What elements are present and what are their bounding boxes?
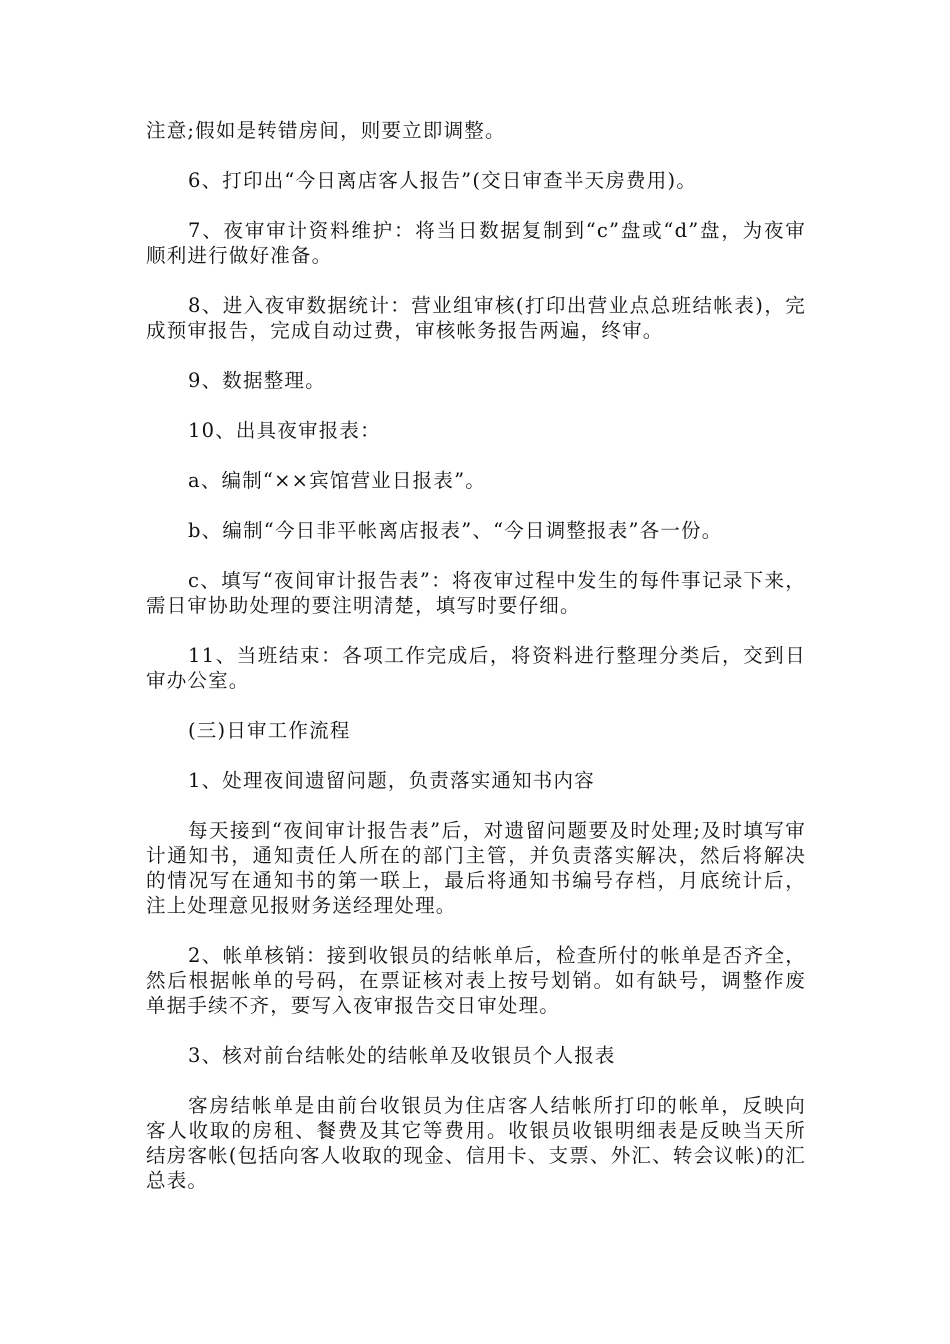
paragraph-14: 2、帐单核销：接到收银员的结帐单后，检查所付的帐单是否齐全，然后根据帐单的号码，在票证核对表上按号划销。如有缺号，调整作废单据手续不齐，要写入夜审报告交日审处理。 xyxy=(146,944,806,1017)
paragraph-3: 7、夜审审计资料维护：将当日数据复制到“c”盘或“d”盘，为夜审顺利进行做好准备。 xyxy=(146,219,806,267)
paragraph-1: 注意;假如是转错房间，则要立即调整。 xyxy=(146,119,506,142)
section-heading: (三)日审工作流程 xyxy=(188,719,351,742)
paragraph-5: 9、数据整理。 xyxy=(188,369,326,392)
paragraph-6: 10、出具夜审报表： xyxy=(188,419,381,442)
paragraph-13: 每天接到“夜间审计报告表”后，对遗留问题要及时处理;及时填写审计通知书，通知责任人所在的部门主管，并负责落实解决，然后将解决的情况写在通知书的第一联上，最后将通知书编号存档，月底统计后，注上处理意见报财务送经理处理。 xyxy=(146,819,806,917)
paragraph-16: 客房结帐单是由前台收银员为住店客人结帐所打印的帐单，反映向客人收取的房租、餐费及其它等费用。收银员收银明细表是反映当天所结房客帐(包括向客人收取的现金、信用卡、支票、外汇、转会议帐)的汇总表。 xyxy=(146,1094,806,1192)
paragraph-8: b、编制“今日非平帐离店报表”、“今日调整报表”各一份。 xyxy=(188,519,723,542)
paragraph-10: 11、当班结束：各项工作完成后，将资料进行整理分类后，交到日审办公室。 xyxy=(146,644,806,692)
paragraph-15: 3、核对前台结帐处的结帐单及收银员个人报表 xyxy=(188,1044,616,1067)
paragraph-2: 6、打印出“今日离店客人报告”(交日审查半天房费用)。 xyxy=(188,169,697,192)
paragraph-7: a、编制“××宾馆营业日报表”。 xyxy=(188,469,486,492)
paragraph-12: 1、处理夜间遗留问题，负责落实通知书内容 xyxy=(188,769,595,792)
paragraph-4: 8、进入夜审数据统计：营业组审核(打印出营业点总班结帐表)，完成预审报告，完成自动过费，审核帐务报告两遍，终审。 xyxy=(146,294,806,342)
paragraph-9: c、填写“夜间审计报告表”：将夜审过程中发生的每件事记录下来，需日审协助处理的要注明清楚，填写时要仔细。 xyxy=(146,569,806,617)
document-body xyxy=(146,118,806,1218)
